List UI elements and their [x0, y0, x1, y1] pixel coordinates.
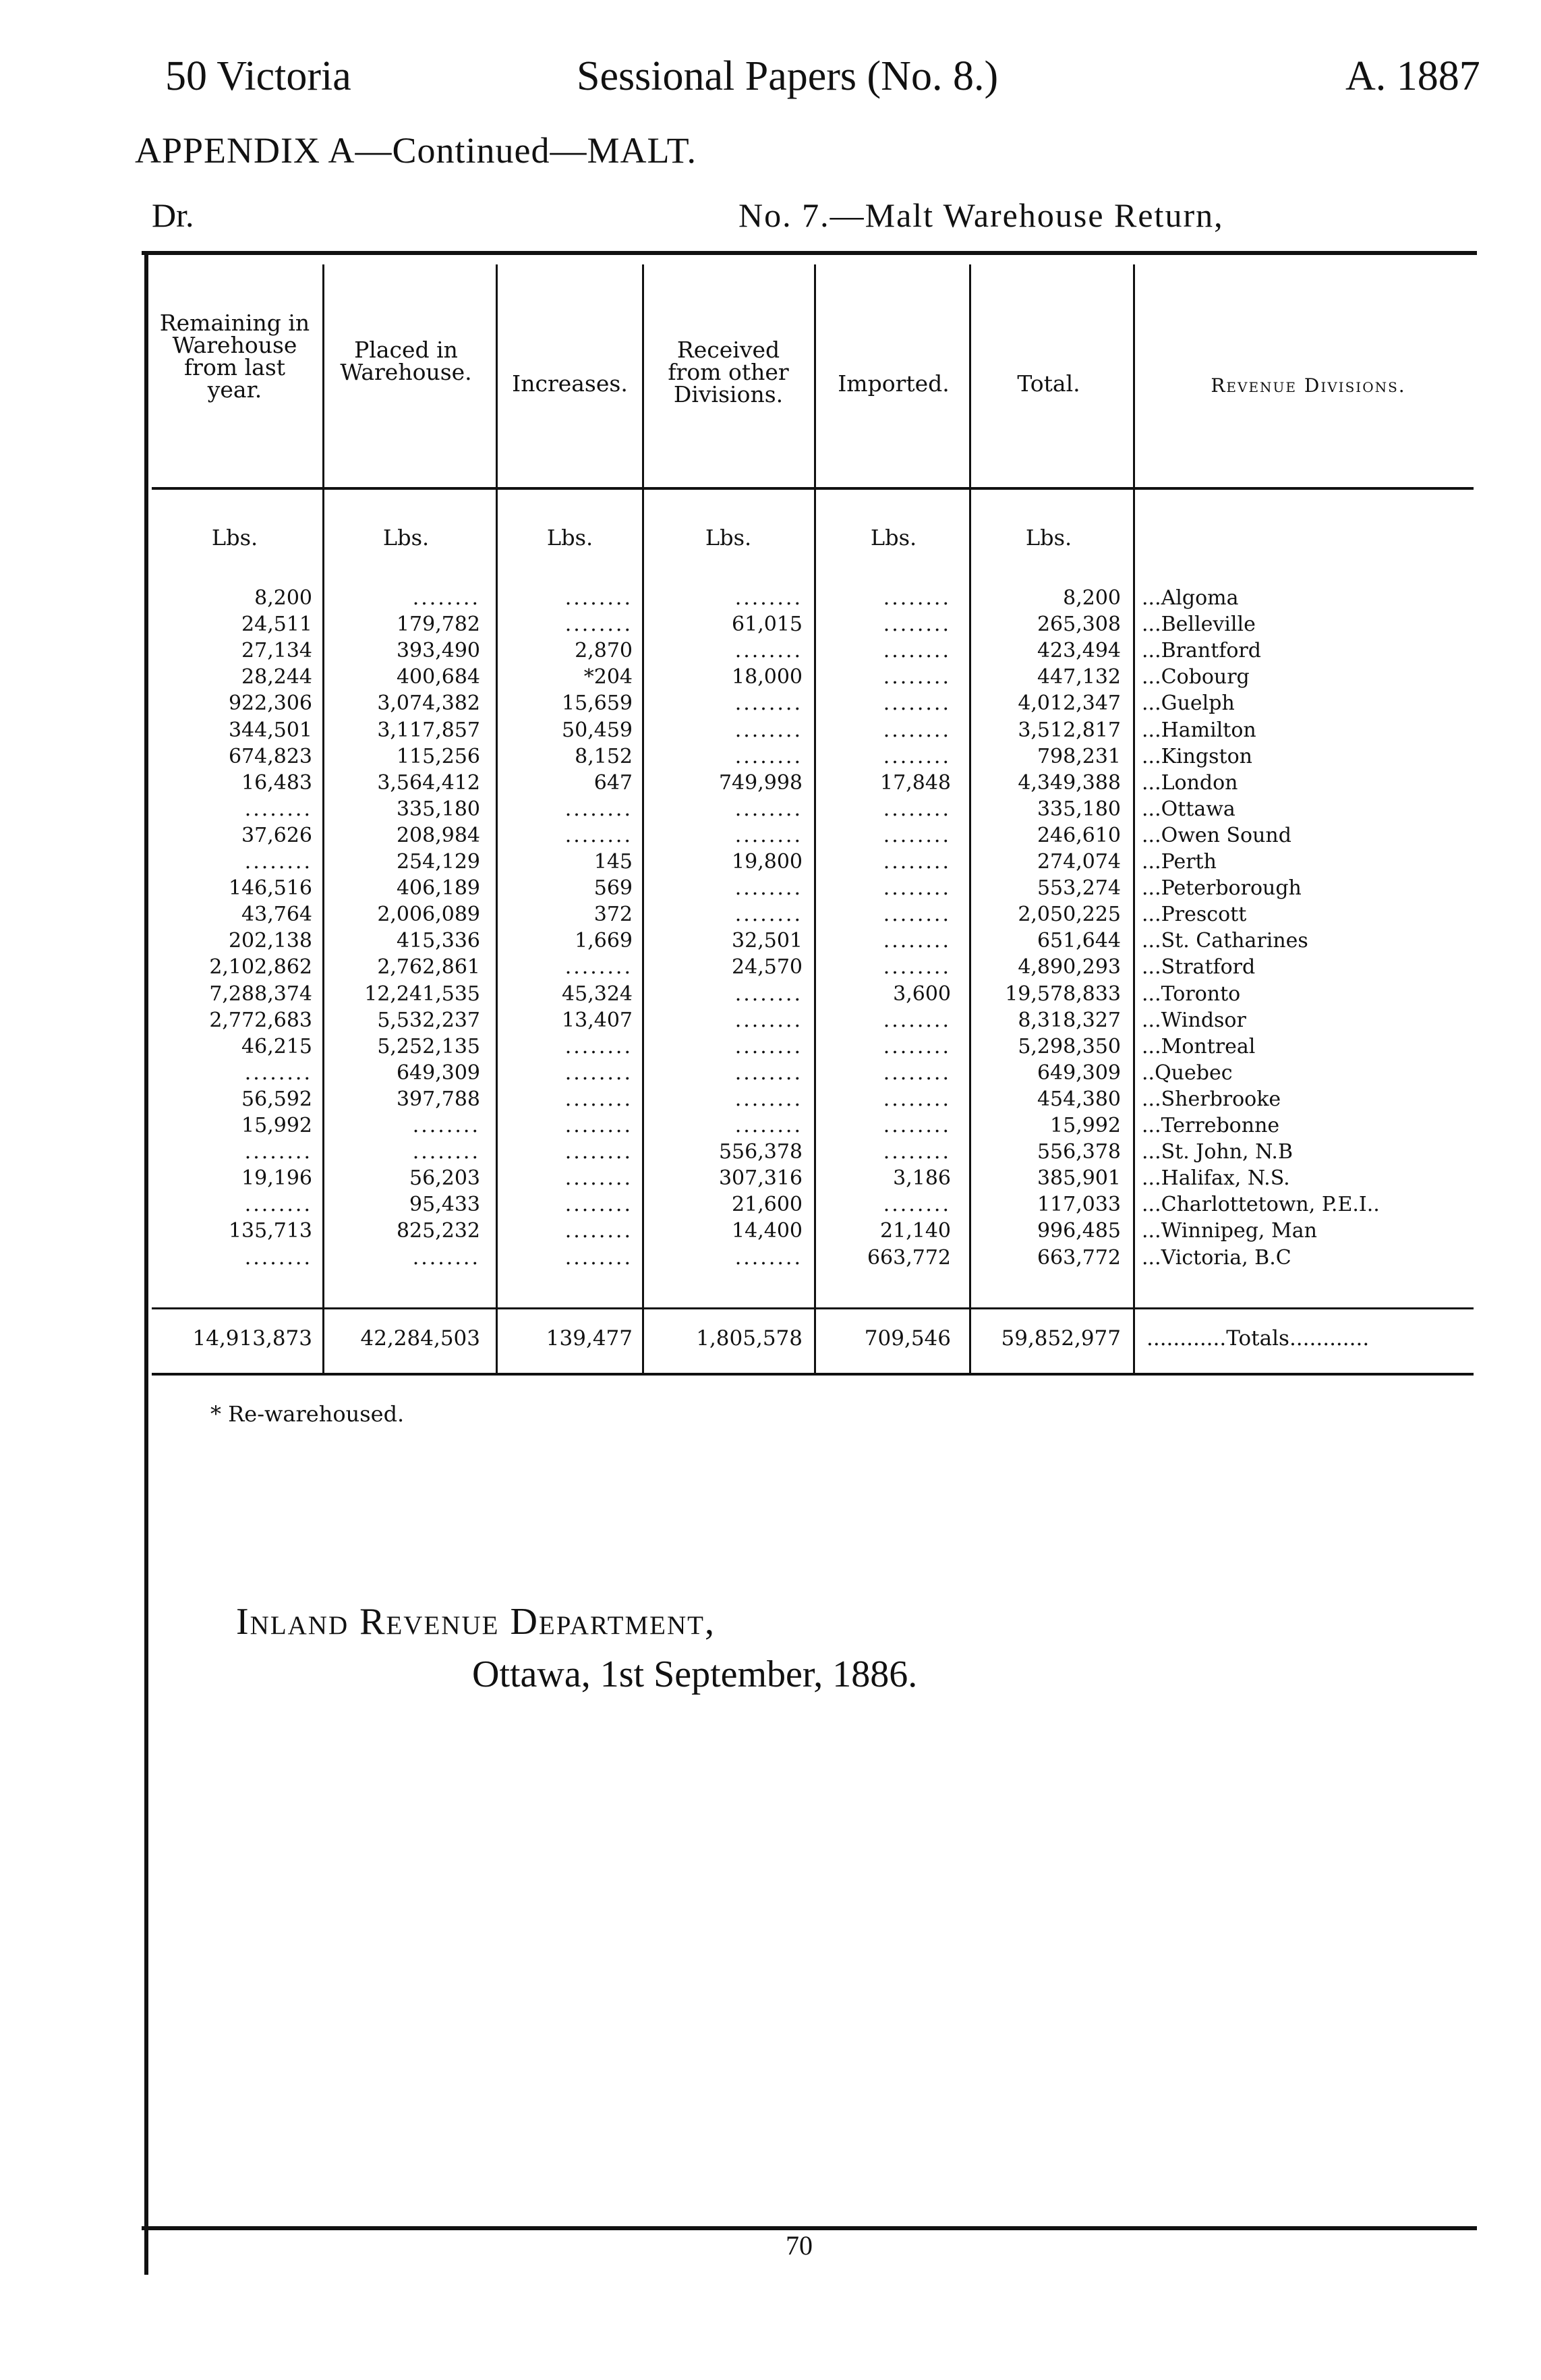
table-cell-received: ........ — [734, 1061, 803, 1085]
table-cell-imported: ........ — [883, 1193, 951, 1216]
table-cell-imported: ........ — [883, 850, 951, 874]
table-cell-placed: ........ — [412, 1140, 480, 1164]
header-rule — [152, 487, 1474, 490]
table-cell-placed: 400,684 — [396, 665, 480, 689]
table-cell-placed: 649,309 — [396, 1061, 480, 1085]
table-cell-increases: ........ — [564, 797, 633, 821]
table-cell-remaining: 27,134 — [241, 639, 312, 662]
table-cell-received: ........ — [734, 797, 803, 821]
table-cell-increases: ........ — [564, 1219, 633, 1243]
table-cell-received: ........ — [734, 982, 803, 1006]
units-received: Lbs. — [705, 525, 752, 550]
table-cell-received: 24,570 — [732, 955, 803, 979]
table-cell-increases: 372 — [593, 903, 633, 926]
table-cell-increases: ........ — [564, 955, 633, 979]
table-cell-placed: 254,129 — [396, 850, 480, 874]
table-cell-imported: ........ — [883, 1009, 951, 1032]
table-cell-imported: ........ — [883, 955, 951, 979]
col-received-header: Received from other Divisions. — [668, 337, 789, 407]
table-cell-total: 423,494 — [1037, 639, 1121, 662]
total-remaining: 14,913,873 — [192, 1326, 312, 1351]
table-cell-imported: ........ — [883, 1035, 951, 1058]
table-cell-division: ...Perth — [1142, 850, 1217, 874]
return-title: No. 7.—Malt Warehouse Return, — [738, 196, 1224, 234]
table-cell-placed: 2,762,861 — [377, 955, 480, 979]
table-cell-remaining: 674,823 — [228, 745, 312, 768]
table-cell-increases: 13,407 — [562, 1009, 633, 1032]
table-cell-imported: ........ — [883, 824, 951, 847]
table-cell-received: 18,000 — [732, 665, 803, 689]
table-cell-increases: 647 — [593, 771, 633, 795]
total-placed: 42,284,503 — [360, 1326, 480, 1351]
units-placed: Lbs. — [382, 525, 430, 550]
table-cell-imported: ........ — [883, 665, 951, 689]
table-cell-remaining: 2,102,862 — [209, 955, 312, 979]
table-cell-increases: ........ — [564, 824, 633, 847]
table-cell-increases: 145 — [593, 850, 633, 874]
table-cell-imported: 17,848 — [880, 771, 951, 795]
table-cell-remaining: 8,200 — [254, 586, 312, 610]
table-cell-division: ...Belleville — [1142, 613, 1256, 636]
table-cell-division: ...Charlottetown, P.E.I.. — [1142, 1193, 1380, 1216]
table-cell-increases: *204 — [583, 665, 633, 689]
table-cell-imported: ........ — [883, 1140, 951, 1164]
table-cell-imported: ........ — [883, 718, 951, 742]
table-cell-placed: ........ — [412, 1114, 480, 1137]
table-cell-imported: ........ — [883, 586, 951, 610]
table-cell-increases: 1,669 — [575, 929, 633, 953]
table-cell-imported: 663,772 — [867, 1246, 951, 1270]
table-cell-placed: 2,006,089 — [377, 903, 480, 926]
table-cell-received: 307,316 — [718, 1166, 803, 1190]
table-cell-total: 2,050,225 — [1018, 903, 1121, 926]
column-rule — [642, 264, 644, 1373]
table-cell-placed: 393,490 — [396, 639, 480, 662]
table-cell-remaining: 43,764 — [241, 903, 312, 926]
table-cell-increases: 569 — [593, 876, 633, 900]
table-cell-division: ...St. Catharines — [1142, 929, 1308, 953]
table-cell-placed: 115,256 — [396, 745, 480, 768]
table-cell-received: ........ — [734, 745, 803, 768]
table-cell-placed: 397,788 — [396, 1087, 480, 1111]
table-cell-received: ........ — [734, 1114, 803, 1137]
table-cell-division: ...Stratford — [1142, 955, 1256, 979]
table-cell-placed: 5,252,135 — [377, 1035, 480, 1058]
table-cell-division: ...Guelph — [1142, 691, 1235, 715]
table-cell-remaining: 2,772,683 — [209, 1009, 312, 1032]
table-cell-division: ...Owen Sound — [1142, 824, 1291, 847]
table-cell-division: ...Kingston — [1142, 745, 1252, 768]
table-cell-imported: ........ — [883, 903, 951, 926]
table-cell-total: 3,512,817 — [1018, 718, 1121, 742]
col-divisions-header: Revenue Divisions. — [1211, 374, 1406, 397]
table-cell-remaining: 19,196 — [241, 1166, 312, 1190]
totals-top-rule — [152, 1307, 1474, 1309]
table-cell-received: 556,378 — [718, 1140, 803, 1164]
table-cell-total: 4,012,347 — [1018, 691, 1121, 715]
table-cell-remaining: 24,511 — [241, 613, 312, 636]
table-cell-increases: 45,324 — [562, 982, 633, 1006]
table-cell-division: ...Cobourg — [1142, 665, 1250, 689]
totals-bottom-rule — [152, 1373, 1474, 1376]
total-total: 59,852,977 — [1001, 1326, 1121, 1351]
table-cell-division: ...Winnipeg, Man — [1142, 1219, 1317, 1243]
table-cell-increases: ........ — [564, 1087, 633, 1111]
table-cell-division: ...St. John, N.B — [1142, 1140, 1293, 1164]
header-title: Sessional Papers (No. 8.) — [577, 53, 999, 99]
column-rule — [1133, 264, 1135, 1373]
table-cell-total: 265,308 — [1037, 613, 1121, 636]
table-cell-imported: ........ — [883, 639, 951, 662]
table-cell-total: 4,890,293 — [1018, 955, 1121, 979]
total-increases: 139,477 — [546, 1326, 633, 1351]
table-cell-remaining: ........ — [244, 797, 312, 821]
table-cell-division: ...Halifax, N.S. — [1142, 1166, 1290, 1190]
table-cell-division: ...Ottawa — [1142, 797, 1235, 821]
table-cell-placed: 179,782 — [396, 613, 480, 636]
total-imported: 709,546 — [864, 1326, 951, 1351]
table-cell-increases: ........ — [564, 1166, 633, 1190]
table-cell-increases: 50,459 — [562, 718, 633, 742]
total-received: 1,805,578 — [696, 1326, 803, 1351]
table-cell-placed: 3,117,857 — [377, 718, 480, 742]
table-cell-increases: 2,870 — [575, 639, 633, 662]
table-cell-remaining: 15,992 — [241, 1114, 312, 1137]
table-cell-division: ...Toronto — [1142, 982, 1241, 1006]
table-cell-total: 447,132 — [1037, 665, 1121, 689]
table-cell-remaining: 7,288,374 — [209, 982, 312, 1006]
table-cell-total: 335,180 — [1037, 797, 1121, 821]
table-cell-received: 19,800 — [732, 850, 803, 874]
table-cell-received: ........ — [734, 1246, 803, 1270]
dr-label: Dr. — [152, 196, 194, 234]
table-cell-remaining: 46,215 — [241, 1035, 312, 1058]
table-cell-total: 385,901 — [1037, 1166, 1121, 1190]
table-cell-imported: ........ — [883, 691, 951, 715]
table-cell-remaining: 37,626 — [241, 824, 312, 847]
table-cell-placed: 208,984 — [396, 824, 480, 847]
units-increases: Lbs. — [546, 525, 593, 550]
column-rule — [496, 264, 498, 1373]
table-cell-received: ........ — [734, 876, 803, 900]
table-cell-total: 19,578,833 — [1005, 982, 1121, 1006]
col-total-header: Total. — [1017, 370, 1080, 397]
table-cell-imported: 3,186 — [893, 1166, 951, 1190]
table-cell-remaining: 16,483 — [241, 771, 312, 795]
table-cell-total: 996,485 — [1037, 1219, 1121, 1243]
table-cell-imported: ........ — [883, 1061, 951, 1085]
table-cell-division: ...Brantford — [1142, 639, 1261, 662]
table-cell-remaining: 135,713 — [228, 1219, 312, 1243]
table-cell-division: ...Terrebonne — [1142, 1114, 1280, 1137]
table-cell-increases: ........ — [564, 613, 633, 636]
table-cell-division: ...Peterborough — [1142, 876, 1302, 900]
table-cell-total: 274,074 — [1037, 850, 1121, 874]
table-cell-total: 798,231 — [1037, 745, 1121, 768]
table-cell-remaining: ........ — [244, 1246, 312, 1270]
table-cell-division: ..Quebec — [1142, 1061, 1233, 1085]
table-cell-received: ........ — [734, 824, 803, 847]
table-cell-total: 117,033 — [1037, 1193, 1121, 1216]
table-cell-total: 651,644 — [1037, 929, 1121, 953]
table-cell-imported: ........ — [883, 876, 951, 900]
table-cell-placed: 5,532,237 — [377, 1009, 480, 1032]
table-cell-placed: 95,433 — [409, 1193, 480, 1216]
table-cell-total: 8,200 — [1063, 586, 1121, 610]
table-cell-remaining: 202,138 — [228, 929, 312, 953]
col-increases-header: Increases. — [512, 370, 628, 397]
table-cell-remaining: 922,306 — [228, 691, 312, 715]
table-cell-imported: ........ — [883, 929, 951, 953]
table-cell-received: 32,501 — [732, 929, 803, 953]
table-cell-placed: 406,189 — [396, 876, 480, 900]
table-cell-imported: 3,600 — [893, 982, 951, 1006]
table-cell-imported: ........ — [883, 797, 951, 821]
col-placed-header: Placed in Warehouse. — [340, 337, 472, 385]
table-cell-remaining: ........ — [244, 1193, 312, 1216]
col-imported-header: Imported. — [838, 370, 950, 397]
table-cell-received: ........ — [734, 586, 803, 610]
table-cell-remaining: ........ — [244, 1140, 312, 1164]
table-cell-increases: ........ — [564, 1246, 633, 1270]
table-cell-total: 454,380 — [1037, 1087, 1121, 1111]
table-cell-division: ...Prescott — [1142, 903, 1247, 926]
table-cell-received: 14,400 — [732, 1219, 803, 1243]
table-cell-received: ........ — [734, 1009, 803, 1032]
table-cell-total: 15,992 — [1050, 1114, 1121, 1137]
table-cell-increases: 8,152 — [575, 745, 633, 768]
units-remaining: Lbs. — [211, 525, 258, 550]
table-cell-imported: ........ — [883, 613, 951, 636]
table-cell-received: 749,998 — [718, 771, 803, 795]
table-cell-remaining: 56,592 — [241, 1087, 312, 1111]
appendix-title: APPENDIX A—Continued—MALT. — [135, 130, 697, 171]
table-left-rule — [144, 251, 148, 2275]
table-cell-remaining: 146,516 — [228, 876, 312, 900]
table-cell-total: 246,610 — [1037, 824, 1121, 847]
table-cell-imported: ........ — [883, 745, 951, 768]
table-cell-remaining: 344,501 — [228, 718, 312, 742]
table-cell-received: ........ — [734, 903, 803, 926]
table-cell-imported: ........ — [883, 1087, 951, 1111]
table-cell-remaining: ........ — [244, 850, 312, 874]
table-cell-division: ...Hamilton — [1142, 718, 1256, 742]
place-date: Ottawa, 1st September, 1886. — [472, 1653, 918, 1695]
table-cell-imported: ........ — [883, 1114, 951, 1137]
table-cell-increases: ........ — [564, 586, 633, 610]
table-cell-total: 8,318,327 — [1018, 1009, 1121, 1032]
table-cell-division: ...Sherbrooke — [1142, 1087, 1281, 1111]
table-cell-increases: ........ — [564, 1035, 633, 1058]
table-cell-received: ........ — [734, 1035, 803, 1058]
table-cell-placed: ........ — [412, 1246, 480, 1270]
table-cell-placed: 825,232 — [396, 1219, 480, 1243]
table-cell-received: 21,600 — [732, 1193, 803, 1216]
table-cell-increases: ........ — [564, 1061, 633, 1085]
table-cell-received: ........ — [734, 1087, 803, 1111]
table-cell-total: 649,309 — [1037, 1061, 1121, 1085]
table-cell-division: ...London — [1142, 771, 1238, 795]
table-cell-increases: ........ — [564, 1193, 633, 1216]
department-name: Inland Revenue Department, — [236, 1601, 716, 1643]
table-cell-received: ........ — [734, 639, 803, 662]
table-cell-received: ........ — [734, 718, 803, 742]
table-cell-total: 5,298,350 — [1018, 1035, 1121, 1058]
footnote: * Re-warehoused. — [210, 1401, 405, 1427]
header-session: 50 Victoria — [165, 53, 351, 99]
table-cell-increases: ........ — [564, 1140, 633, 1164]
table-cell-placed: 3,074,382 — [377, 691, 480, 715]
table-cell-total: 4,349,388 — [1018, 771, 1121, 795]
table-cell-remaining: 28,244 — [241, 665, 312, 689]
table-cell-received: 61,015 — [732, 613, 803, 636]
table-cell-placed: 12,241,535 — [364, 982, 480, 1006]
units-imported: Lbs. — [870, 525, 917, 550]
table-cell-remaining: ........ — [244, 1061, 312, 1085]
table-cell-division: ...Windsor — [1142, 1009, 1246, 1032]
table-cell-placed: 56,203 — [409, 1166, 480, 1190]
table-cell-total: 663,772 — [1037, 1246, 1121, 1270]
table-cell-received: ........ — [734, 691, 803, 715]
table-cell-increases: 15,659 — [562, 691, 633, 715]
table-cell-total: 556,378 — [1037, 1140, 1121, 1164]
header-year: A. 1887 — [1345, 53, 1480, 99]
table-cell-placed: 335,180 — [396, 797, 480, 821]
table-cell-increases: ........ — [564, 1114, 633, 1137]
units-total: Lbs. — [1025, 525, 1072, 550]
table-cell-placed: ........ — [412, 586, 480, 610]
col-remaining-header: Remaining in Warehouse from last year. — [159, 310, 310, 403]
table-cell-imported: 21,140 — [880, 1219, 951, 1243]
totals-label: ............Totals............ — [1146, 1326, 1370, 1351]
table-cell-division: ...Victoria, B.C — [1142, 1246, 1291, 1270]
table-cell-placed: 3,564,412 — [377, 771, 480, 795]
table-cell-division: ...Montreal — [1142, 1035, 1256, 1058]
page-number: 70 — [786, 2230, 813, 2261]
table-top-rule — [142, 251, 1477, 255]
table-cell-placed: 415,336 — [396, 929, 480, 953]
table-cell-division: ...Algoma — [1142, 586, 1239, 610]
table-cell-total: 553,274 — [1037, 876, 1121, 900]
